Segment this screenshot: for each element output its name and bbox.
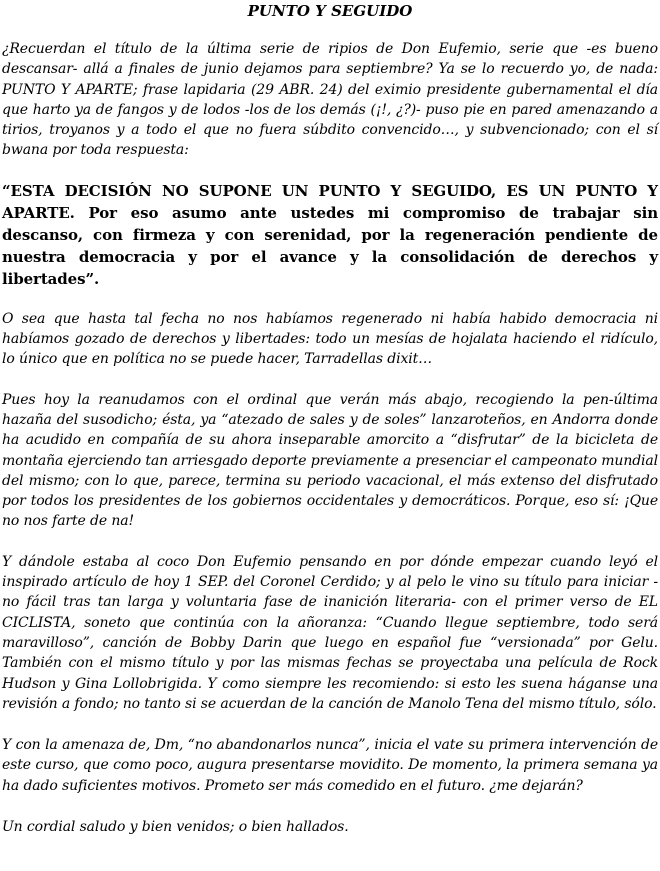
paragraph-spacer: [2, 796, 658, 817]
document-title: PUNTO Y SEGUIDO: [247, 2, 413, 20]
paragraph-commentary: O sea que hasta tal fecha no nos habíamos regenerado ni había habido democracia ni habíamos gozado de derechos y libertades: todo un mesías de hojalata haciendo el ridículo, lo único que en política no se puede hacer, Tarradellas dixit…: [2, 310, 658, 368]
paragraph-spacer: [2, 714, 658, 735]
paragraph-spacer: [2, 161, 658, 180]
paragraph-ciclista: Y dándole estaba al coco Don Eufemio pensando en por dónde empezar cuando leyó el inspirado artículo de hoy 1 SEP. del Coronel Cerdido; y al pelo le vino su título para iniciar -no fácil tras tan larga y voluntaria fase de inanición literaria- con el primer verso de EL CICLISTA, soneto que continúa con la añoranza: “Cuando llegue septiembre, todo será maravilloso”, canción de Bobby Darin que luego en español fue “versionada” por Gelu. También con el mismo título y por las mismas fechas se proyectaba una película de Rock Hudson y Gina Lollobrigida. Y como siempre les recomiendo: si esto les suena háganse una revisión a fondo; no tanto si se acuerdan de la canción de Manolo Tena del mismo título, sólo.: [2, 553, 658, 712]
paragraph-closing: Un cordial saludo y bien venidos; o bien hallados.: [2, 819, 349, 836]
paragraph-andorra: Pues hoy la reanudamos con el ordinal que verán más abajo, recogiendo la pen-última hazaña del susodicho; ésta, ya “atezado de sales y de soles” lanzaroteños, en Andorra donde ha acudido en compañía de su ahora inseparable amorcito a “disfrutar” de la bicicleta de montaña ejerciendo tan arriesgado deporte previamente a presenciar el campeonato mundial del mismo; con lo que, parece, termina su periodo vacacional, el más extenso del disfrutado por todos los presidentes de los gobiernos occidentales y democráticos. Porque, eso sí: ¡Que no nos farte de na!: [2, 391, 658, 530]
quoted-statement: “ESTA DECISIÓN NO SUPONE UN PUNTO Y SEGUIDO, ES UN PUNTO Y APARTE. Por eso asumo ante ustedes mi compromiso de trabajar sin descanso, con firmeza y con serenidad, por la regeneración pendiente de nuestra democracia y por el avance y la consolidación de derechos y libertades”.: [2, 181, 658, 288]
paragraph-intro: ¿Recuerdan el título de la última serie de ripios de Don Eufemio, serie que -es bueno descansar- allá a finales de junio dejamos para septiembre? Ya se lo recuerdo yo, de nada: PUNTO Y APARTE; frase lapidaria (29 ABR. 24) del eximio presidente gubernamental el día que harto ya de fangos y de lodos -los de los demás (¡!, ¿?)- puso pie en pared amenazando a tirios, troyanos y a todo el que no fuera súbdito convencido…, y subvencionado; con el sí bwana por toda respuesta:: [2, 41, 658, 159]
paragraph-spacer: [2, 532, 658, 552]
paragraph-spacer: [2, 290, 658, 309]
paragraph-spacer: [2, 370, 658, 390]
paragraph-amenaza: Y con la amenaza de, Dm, “no abandonarlos nunca”, inicia el vate su primera intervención de este curso, que como poco, augura presentarse movidito. De momento, la primera semana ya ha dado suficientes motivos. Prometo ser más comedido en el futuro. ¿me dejarán?: [2, 737, 658, 794]
